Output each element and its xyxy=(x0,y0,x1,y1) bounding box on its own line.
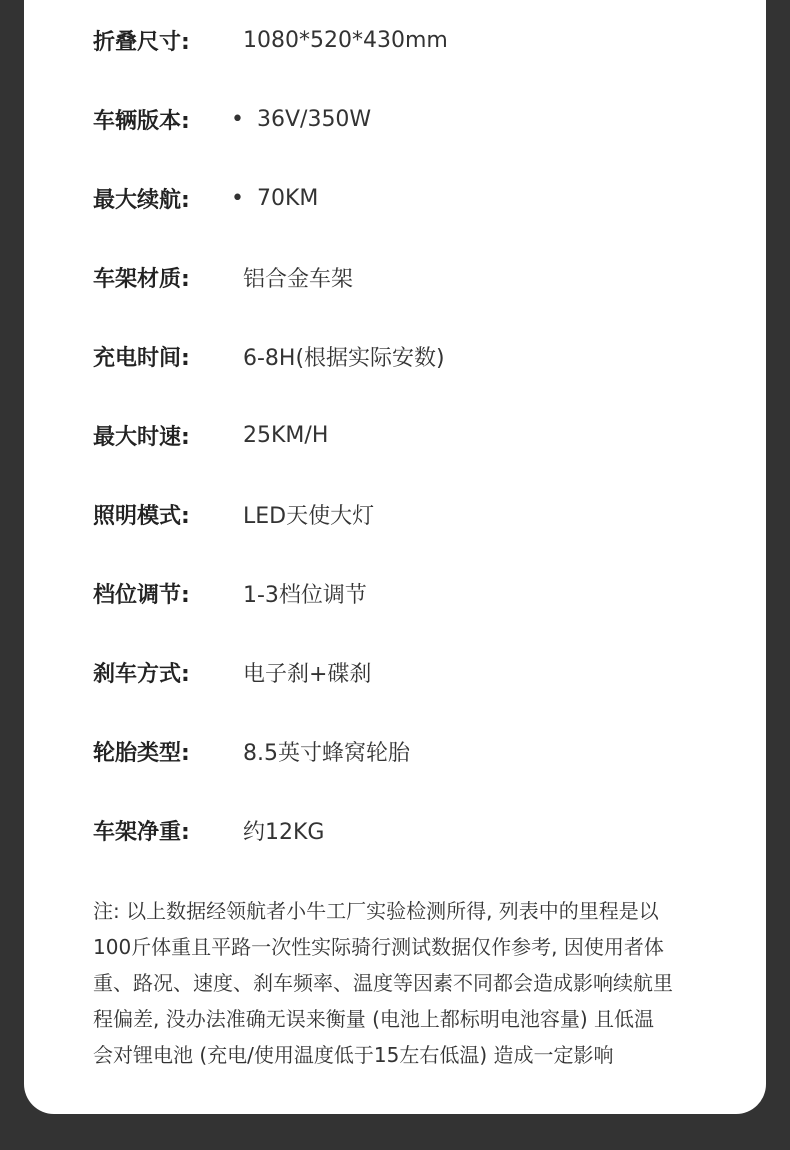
spec-row-brakes xyxy=(93,657,371,687)
spec-label: 车架净重: xyxy=(93,819,190,845)
spec-value: 铝合金车架 xyxy=(243,266,354,292)
bullet-icon: • xyxy=(231,185,244,211)
spec-row-gears xyxy=(93,578,367,608)
spec-value: 8.5英寸蜂窝轮胎 xyxy=(243,740,410,766)
spec-value: 电子刹+碟刹 xyxy=(243,661,372,687)
spec-value xyxy=(231,106,372,132)
spec-value: 约12KG xyxy=(243,819,325,845)
spec-row-frame-material xyxy=(93,262,353,292)
spec-label: 照明模式: xyxy=(93,503,190,529)
spec-row-lighting xyxy=(93,499,374,529)
spec-label: 刹车方式: xyxy=(93,661,190,687)
spec-row-fold-size xyxy=(93,25,448,55)
note-line: 100斤体重且平路一次性实际骑行测试数据仅作参考, 因使用者体 xyxy=(93,935,664,959)
spec-value: 6-8H(根据实际安数) xyxy=(243,345,445,371)
note-line: 会对锂电池 (充电/使用温度低于15左右低温) 造成一定影响 xyxy=(93,1043,614,1067)
note-line: 注: 以上数据经领航者小牛工厂实验检测所得, 列表中的里程是以 xyxy=(93,899,659,923)
bullet-icon: • xyxy=(231,106,244,132)
spec-label: 轮胎类型: xyxy=(93,740,190,766)
spec-row-net-weight xyxy=(93,815,324,845)
spec-value: LED天使大灯 xyxy=(243,503,375,529)
spec-row-max-speed xyxy=(93,420,328,450)
disclaimer-note xyxy=(93,893,723,1073)
note-line: 程偏差, 没办法准确无误来衡量 (电池上都标明电池容量) 且低温 xyxy=(93,1007,655,1031)
spec-row-charge-time xyxy=(93,341,445,371)
spec-label: 最大续航: xyxy=(93,187,190,213)
spec-value xyxy=(231,185,319,211)
spec-label: 车辆版本: xyxy=(93,108,190,134)
spec-value-text: 70KM xyxy=(256,185,319,211)
note-line: 重、路况、速度、刹车频率、温度等因素不同都会造成影响续航里 xyxy=(93,971,673,995)
spec-label: 折叠尺寸: xyxy=(93,29,190,55)
spec-value: 1-3档位调节 xyxy=(243,582,367,608)
spec-label: 最大时速: xyxy=(93,424,190,450)
spec-value-text: 36V/350W xyxy=(256,106,372,132)
spec-label: 档位调节: xyxy=(93,582,190,608)
spec-label: 充电时间: xyxy=(93,345,190,371)
spec-row-range xyxy=(93,183,318,213)
spec-row-version xyxy=(93,104,371,134)
spec-label: 车架材质: xyxy=(93,266,190,292)
spec-value: 25KM/H xyxy=(243,422,329,448)
spec-value: 1080*520*430mm xyxy=(243,27,448,53)
spec-row-tires xyxy=(93,736,410,766)
